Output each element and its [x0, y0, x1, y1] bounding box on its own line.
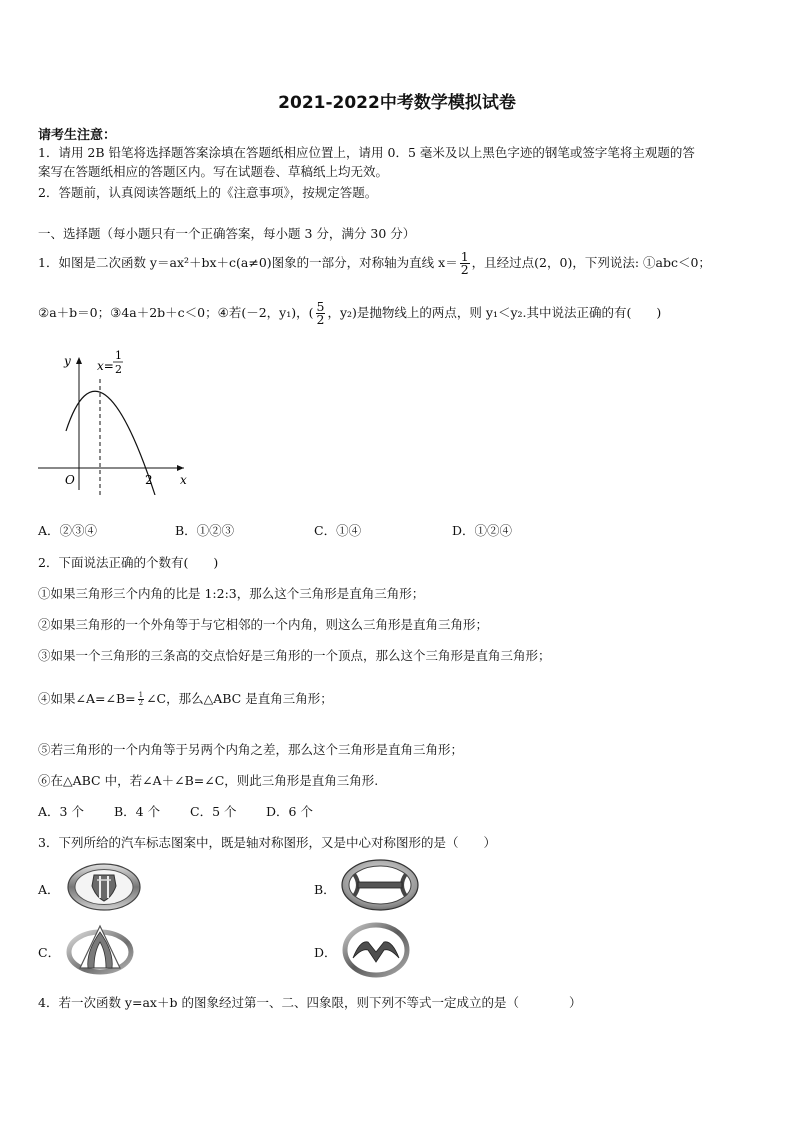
root-label: 2	[145, 473, 153, 487]
q1-text-c: ②a＋b＝0；③4a＋2b＋c＜0；④若(－2，y₁)，(	[38, 305, 314, 320]
q1-parabola-graph	[34, 345, 194, 495]
q2-s4-num: 1	[138, 691, 144, 699]
notice-line-3: 2．答题前，认真阅读答题纸上的《注意事项》，按规定答题。	[38, 185, 378, 200]
symmetry-axis-label: x=	[97, 359, 114, 373]
q1-text-a: 1．如图是二次函数 y＝ax²＋bx＋c(a≠0)图象的一部分，对称轴为直线 x＝	[38, 255, 458, 270]
q1-half-fraction	[460, 248, 470, 277]
q2-statement-1: ①如果三角形三个内角的比是 1:2:3，那么这个三角形是直角三角形；	[38, 586, 425, 601]
q2-statement-6: ⑥在△ABC 中，若∠A＋∠B=∠C，则此三角形是直角三角形.	[38, 773, 379, 788]
q3-label-a: A．	[38, 882, 60, 897]
q2-statement-5: ⑤若三角形的一个内角等于另两个内角之差，那么这个三角形是直角三角形；	[38, 742, 464, 757]
q2-option-a: A．3 个	[38, 804, 84, 819]
shield-in-oval-logo-icon	[66, 862, 142, 912]
wing-m-logo-icon	[342, 922, 410, 978]
q2-s4-text-a: ④如果∠A=∠B=	[38, 691, 136, 706]
q2-option-b: B．4 个	[114, 804, 161, 819]
q2-s4-den: 2	[138, 699, 144, 707]
symmetry-axis-num: 1	[115, 349, 122, 362]
q1-option-d: D．①②④	[452, 523, 513, 538]
page-title: 2021-2022中考数学模拟试卷	[278, 93, 516, 113]
x-axis-arrow	[177, 465, 184, 471]
q2-option-d: D．6 个	[266, 804, 313, 819]
q2-statement-3: ③如果一个三角形的三条高的交点恰好是三角形的一个顶点，那么这个三角形是直角三角形；	[38, 648, 551, 663]
q1-line-1	[38, 248, 711, 278]
q2-s4-fraction	[138, 692, 144, 707]
q1-five-halves-fraction	[316, 298, 326, 327]
origin-label: O	[65, 473, 75, 487]
q4-stem: 4．若一次函数 y=ax＋b 的图象经过第一、二、四象限，则下列不等式一定成立的是（ ）	[38, 995, 582, 1010]
q1-half-den: 2	[460, 262, 469, 277]
q3-label-b: B．	[314, 882, 336, 897]
notice-line-2: 案写在答题纸相应的答题区内。写在试题卷、草稿纸上均无效。	[38, 164, 389, 179]
q1-frac-num: 5	[316, 298, 325, 314]
q2-stem: 2．下面说法正确的个数有( )	[38, 555, 219, 570]
triangle-arch-logo-icon	[66, 922, 134, 976]
q1-option-b: B．①②③	[175, 523, 235, 538]
notice-heading: 请考生注意：	[38, 128, 117, 143]
q2-statement-4	[38, 686, 333, 712]
q2-statement-2: ②如果三角形的一个外角等于与它相邻的一个内角，则这么三角形是直角三角形；	[38, 617, 489, 632]
section-heading: 一、选择题（每小题只有一个正确答案，每小题 3 分，满分 30 分）	[38, 226, 416, 241]
oval-with-h-logo-icon	[340, 858, 420, 912]
q1-option-a: A．②③④	[38, 523, 98, 538]
q3-label-d: D．	[314, 945, 337, 960]
y-axis-label: y	[64, 354, 71, 368]
q1-option-c: C．①④	[314, 523, 362, 538]
q1-frac-den: 2	[316, 312, 325, 327]
symmetry-axis-den: 2	[115, 363, 122, 376]
q2-option-c: C．5 个	[190, 804, 237, 819]
y-axis-arrow	[76, 357, 82, 364]
q3-label-c: C．	[38, 945, 61, 960]
q1-half-num: 1	[460, 248, 469, 264]
q1-text-d: ，y₂)是抛物线上的两点，则 y₁＜y₂.其中说法正确的有( )	[327, 305, 662, 320]
q2-s4-text-b: ∠C，那么△ABC 是直角三角形；	[146, 691, 333, 706]
notice-line-1: 1．请用 2B 铅笔将选择题答案涂填在答题纸相应位置上，请用 0．5 毫米及以上黑色字迹的钢笔或签字笔将主观题的答	[38, 145, 695, 160]
x-axis-label: x	[180, 473, 187, 487]
q1-line-2	[38, 298, 661, 328]
q3-stem: 3．下列所给的汽车标志图案中，既是轴对称图形，又是中心对称图形的是（ ）	[38, 835, 496, 850]
q1-text-b: ，且经过点(2，0)，下列说法: ①abc＜0；	[471, 255, 711, 270]
